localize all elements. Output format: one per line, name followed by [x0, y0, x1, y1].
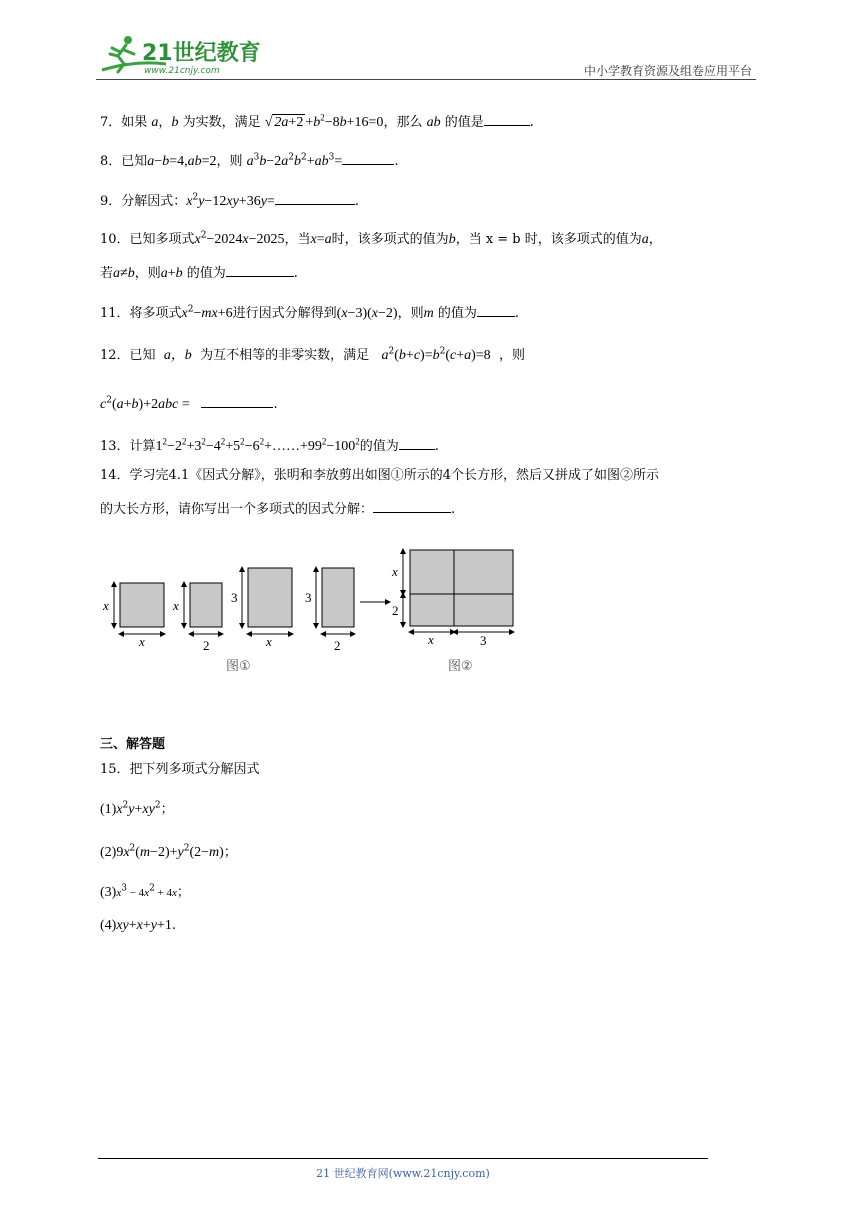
question-9: 9．分解因式：$x^2y-12xy+36y=$ .	[100, 190, 359, 212]
question-8: 8．已知a−b=4,ab=2，则 $a^3b-2a^2b^2+ab^3=$ .	[100, 150, 398, 172]
big-rect-bottom-left	[410, 594, 454, 626]
platform-name: 中小学教育资源及组卷应用平台	[583, 64, 752, 78]
svg-text:3: 3	[231, 590, 238, 605]
svg-text:2: 2	[334, 638, 341, 653]
svg-text:x: x	[173, 598, 179, 613]
svg-text:x: x	[266, 634, 272, 649]
page-footer[interactable]: 21 世纪教育网(www.21cnjy.com)	[316, 1167, 490, 1180]
svg-text:3: 3	[305, 590, 312, 605]
question-12-line-1: 12．已知 a，b 为互不相等的非零实数，满足 $a^2(b+c)=b^2(c+a)=8$ ，则	[100, 346, 525, 363]
question-13: 13．计算$1^2-2^2+3^2-4^2+5^2-6^2+\dots\dots+99^2-100^2$的值为 .	[100, 436, 439, 454]
site-logo	[96, 30, 276, 78]
question-15-title: 15．把下列多项式分解因式	[100, 762, 260, 777]
rectangles-figure	[100, 540, 520, 680]
answer-blank-12[interactable]	[201, 393, 273, 408]
logo-url: www.21cnjy.com	[144, 66, 220, 76]
rect-3-by-x	[248, 568, 292, 627]
answer-blank-7[interactable]	[484, 111, 530, 126]
question-14-line-1: 14．学习完4.1《因式分解》，张明和李放剪出如图①所示的4个长方形，然后又拼成了如图②所示	[100, 468, 659, 483]
svg-text:x: x	[103, 598, 109, 613]
answer-blank-11[interactable]	[477, 302, 515, 317]
svg-text:x: x	[139, 634, 145, 649]
big-rect-bottom-right	[454, 594, 513, 626]
svg-text:x: x	[392, 564, 398, 579]
question-14-line-2: 的大长方形，请你写出一个多项式的因式分解： .	[100, 498, 455, 520]
figure-1-caption: 图①	[226, 659, 251, 674]
answer-blank-10[interactable]	[226, 262, 294, 277]
big-rect-top-right	[454, 550, 513, 594]
svg-text:x: x	[428, 632, 434, 647]
question-11: 11．将多项式$x^2-mx+6$进行因式分解得到(x−3)(x−2)，则m 的值为 .	[100, 302, 519, 324]
svg-text:2: 2	[392, 603, 399, 618]
question-10-line-2: 若a≠b，则a+b 的值为 .	[100, 262, 298, 284]
svg-text:2: 2	[203, 638, 210, 653]
answer-blank-13[interactable]	[399, 435, 435, 450]
rect-x-by-2	[190, 583, 222, 627]
question-15-part-3: $(3)x^3 - 4x^2 + 4x$；	[100, 883, 190, 900]
svg-text:3: 3	[480, 633, 487, 648]
rect-x-by-x	[120, 583, 164, 627]
question-15-part-1: $(1)x^2y+xy^2$；	[100, 800, 174, 817]
footer-divider	[98, 1158, 708, 1159]
page-header	[96, 30, 756, 80]
logo-text: 21世纪教育	[142, 41, 261, 66]
figure-2-caption: 图②	[448, 659, 473, 674]
answer-blank-14[interactable]	[373, 498, 451, 513]
answer-blank-9[interactable]	[275, 190, 355, 205]
question-15-part-2: $(2)9x^2(m-2)+y^2(2-m)$；	[100, 843, 237, 860]
question-10-line-1: 10．已知多项式$x^2-2024x-2025$，当x=a时，该多项式的值为b，当 x = b 时，该多项式的值为a，	[100, 230, 662, 247]
big-rect-top-left	[410, 550, 454, 594]
question-15-part-4: (4)xy+x+y+1.	[100, 918, 177, 933]
section-heading-3: 三、解答题	[100, 737, 166, 752]
answer-blank-8[interactable]	[342, 150, 394, 165]
rect-3-by-2	[322, 568, 354, 627]
question-7: 7．如果 a，b 为实数，满足 √ $2a+2 +b^2-8b+16=0$，那么 ab 的值是 .	[100, 112, 534, 130]
header-divider	[96, 79, 756, 80]
question-12-line-2: $c^2(a+b)+2abc$ = .	[100, 393, 278, 415]
